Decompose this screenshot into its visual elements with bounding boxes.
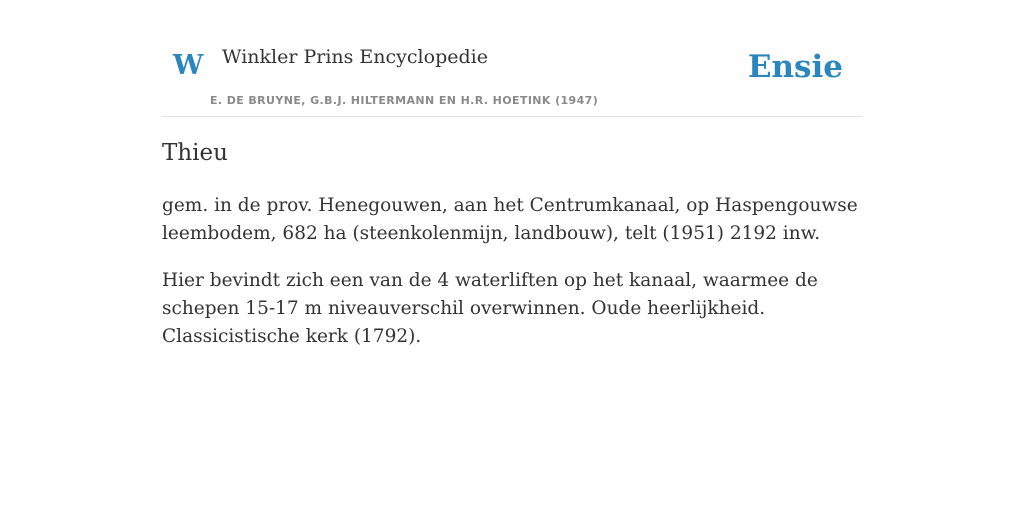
entry-title: Thieu bbox=[162, 140, 228, 166]
entry-paragraph: gem. in de prov. Henegouwen, aan het Centrumkanaal, op Haspengouwse leembodem, 682 ha (steenkolenmijn, landbouw), telt (1951) 2192 inw. bbox=[162, 195, 858, 244]
entry-paragraph: Hier bevindt zich een van de 4 waterliften op het kanaal, waarmee de schepen 15-17 m niveauverschil overwinnen. Oude heerlijkheid. Classicistische kerk (1792). bbox=[162, 270, 818, 347]
page bbox=[162, 0, 862, 347]
book-authors: E. DE BRUYNE, G.B.J. HILTERMANN EN H.R. HOETINK (1947) bbox=[210, 94, 599, 107]
book-logo-icon[interactable]: W bbox=[173, 50, 204, 81]
book-title-link[interactable]: Winkler Prins Encyclopedie bbox=[222, 46, 488, 68]
ensie-logo-link[interactable]: Ensie bbox=[747, 49, 843, 85]
book-header bbox=[162, 0, 862, 117]
